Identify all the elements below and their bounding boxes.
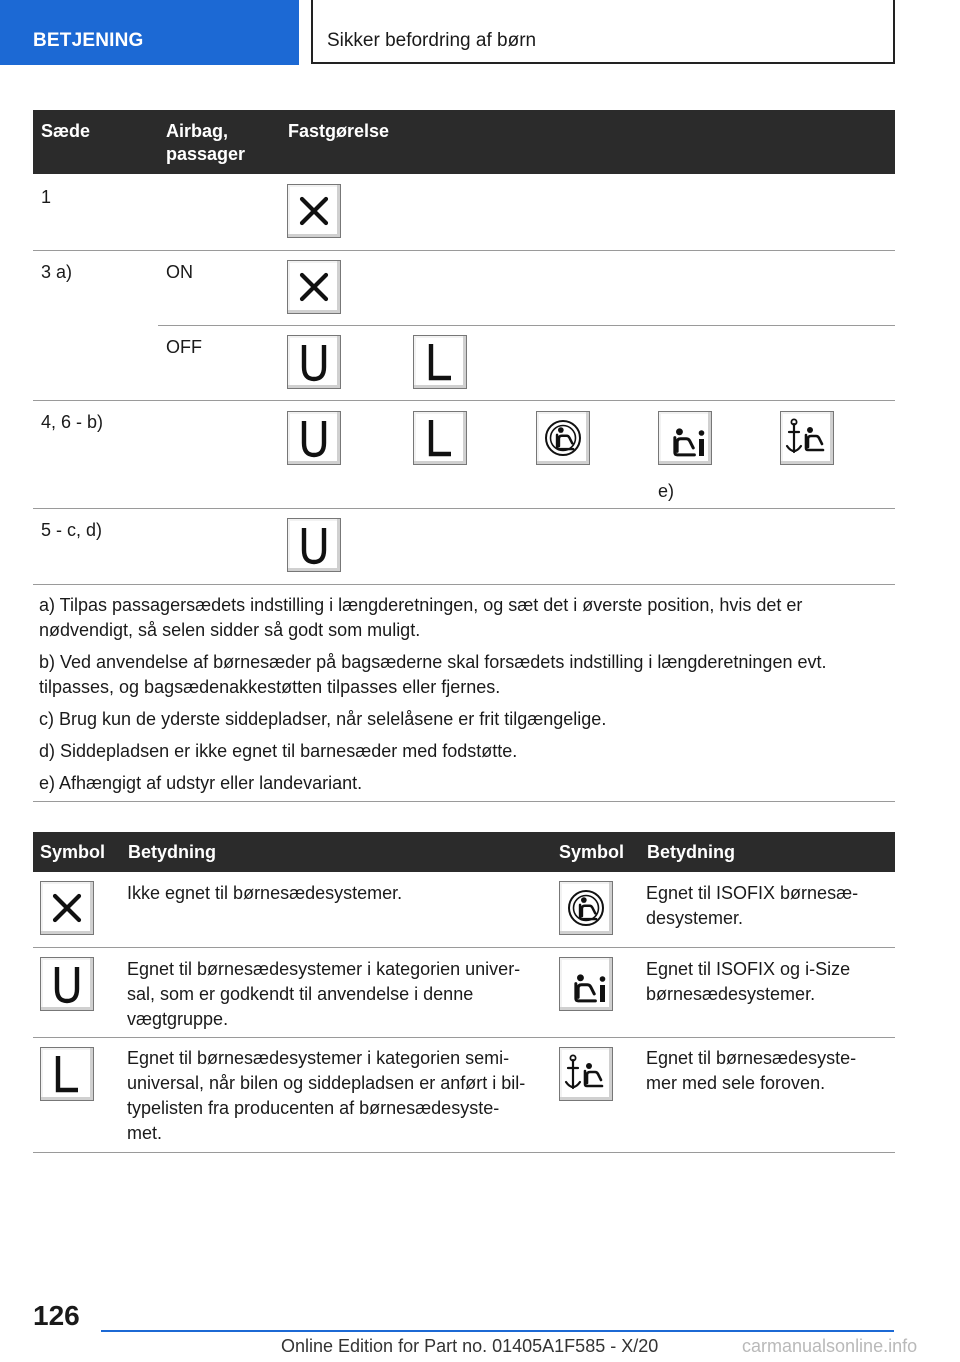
watermark: carmanualsonline.info [742,1336,918,1356]
row-divider [33,947,895,948]
not-suitable-icon [287,184,341,238]
section-label: BETJENING [33,30,144,51]
top-tether-icon [559,1047,613,1101]
airbag-cell: OFF [166,337,202,357]
col-fastening: Fastgørelse [288,121,390,141]
universal-icon [287,518,341,572]
col-meaning-left: Betydning [128,842,216,862]
seat-cell: 4, 6 - b) [41,412,104,432]
chapter-title-box [311,0,895,64]
meaning-text: Egnet til børnesædesystemer i kategorien univer- sal, som er godkendt til anvendelse i denne vægtgruppe. [127,959,521,1029]
semi-universal-icon [413,411,467,465]
page-number: 126 [33,1300,80,1331]
meaning-text: Egnet til ISOFIX og i-Size børnesædesystemer. [646,959,851,1004]
not-suitable-icon [287,260,341,314]
top-tether-icon [780,411,834,465]
semi-universal-icon [40,1047,94,1101]
note-b: b) Ved anvendelse af børnesæder på bagsæderne skal forsædets indstilling i længderetningen evt. tilpasses, og bagsædenakkestøtten tilpasses eller fjernes. [39,652,827,697]
col-symbol-left: Symbol [40,842,106,862]
seat-cell: 1 [41,187,52,207]
col-meaning-right: Betydning [647,842,735,862]
isofix-i-size-icon [559,957,613,1011]
airbag-cell: ON [166,262,193,282]
semi-universal-icon [413,335,467,389]
isofix-icon [536,411,590,465]
seat-cell: 5 - c, d) [41,520,103,540]
symbol-table-header [33,832,895,872]
section-tab[interactable] [0,0,299,65]
universal-icon [287,411,341,465]
edition-text: Online Edition for Part no. 01405A1F585 - X/20 [281,1336,659,1356]
col-symbol-right: Symbol [559,842,625,862]
note-a: a) Tilpas passagersædets indstilling i længderetningen, og sæt det i øverste position, hvis det er nødvendigt, så selen sidder så godt som muligt. [39,595,803,640]
row-divider [33,584,895,585]
meaning-text: Ikke egnet til børnesædesystemer. [127,883,403,903]
universal-icon [40,957,94,1011]
footnote-ref: e) [658,481,675,501]
note-c: c) Brug kun de yderste siddepladser, når selelåsene er frit tilgængelige. [39,709,607,729]
col-airbag: Airbag, passager [166,121,246,164]
row-divider [33,1152,895,1153]
row-divider [33,1037,895,1038]
isofix-icon [559,881,613,935]
footer-rule [101,1330,894,1332]
isofix-i-size-icon [658,411,712,465]
row-divider [33,250,895,251]
col-seat: Sæde [41,121,91,141]
row-divider [33,508,895,509]
seat-cell: 3 a) [41,262,73,282]
chapter-title: Sikker befordring af børn [327,30,537,51]
not-suitable-icon [40,881,94,935]
meaning-text: Egnet til børnesædesystemer i kategorien semi- universal, når bilen og siddepladsen er anført i bil- typelisten fra producenten af børnesædesyste- met. [127,1048,526,1143]
meaning-text: Egnet til ISOFIX børnesæ- desystemer. [646,883,859,928]
note-d: d) Siddepladsen er ikke egnet til barnesæder med fodstøtte. [39,741,518,761]
note-e: e) Afhængigt af udstyr eller landevariant. [39,773,363,793]
universal-icon [287,335,341,389]
meaning-text: Egnet til børnesædesyste- mer med sele foroven. [646,1048,857,1093]
seat-table-header [33,110,895,174]
row-divider [158,325,895,326]
row-divider [33,801,895,802]
row-divider [33,400,895,401]
